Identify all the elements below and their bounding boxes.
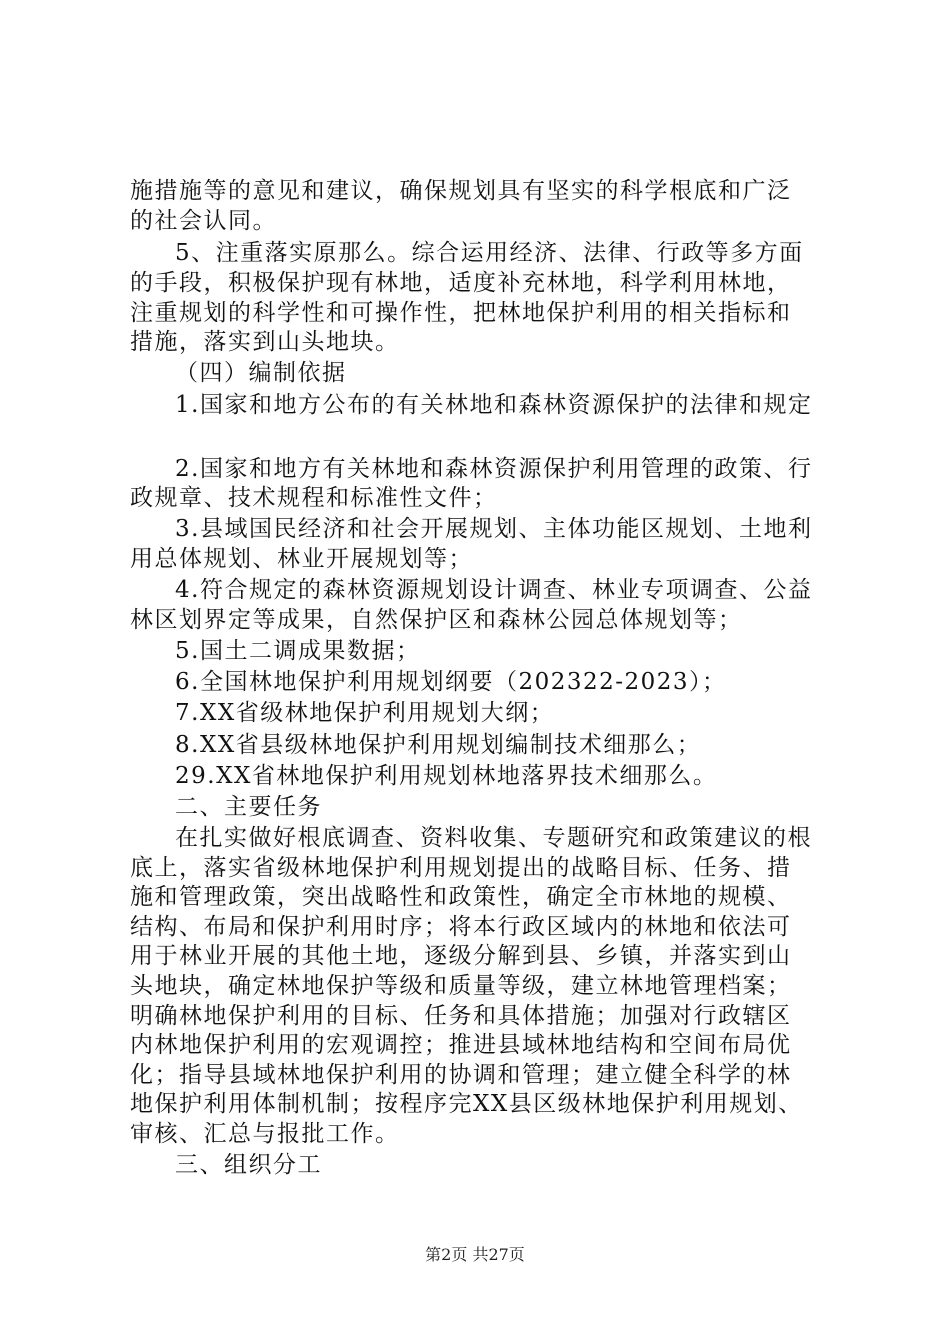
text-line: 审核、汇总与报批工作。 — [130, 1121, 400, 1147]
text-line: 4.符合规定的森林资源规划设计调查、林业专项调查、公益 — [175, 577, 813, 603]
text-line: 地保护利用体制机制；按程序完XX县区级林地保护利用规划、 — [130, 1091, 803, 1117]
text-line: 底上，落实省级林地保护利用规划提出的战略目标、任务、措 — [130, 855, 792, 881]
text-line: 施措施等的意见和建议，确保规划具有坚实的科学根底和广泛 — [130, 178, 792, 204]
text-line: 3.县域国民经济和社会开展规划、主体功能区规划、土地利 — [175, 516, 813, 542]
text-line: 29.XX省林地保护利用规划林地落界技术细那么。 — [175, 763, 718, 789]
text-line: 注重规划的科学性和可操作性，把林地保护利用的相关指标和 — [130, 300, 792, 326]
text-line: 在扎实做好根底调查、资料收集、专题研究和政策建议的根 — [175, 825, 812, 851]
section-heading: 三、组织分工 — [175, 1152, 322, 1178]
text-line: 结构、布局和保护利用时序；将本行政区域内的林地和依法可 — [130, 914, 792, 940]
text-line: 措施，落实到山头地块。 — [130, 329, 400, 355]
section-heading: （四）编制依据 — [175, 360, 347, 386]
text-line: 7.XX省级林地保护利用规划大纲； — [175, 700, 555, 726]
text-line: 用于林业开展的其他土地，逐级分解到县、乡镇，并落实到山 — [130, 943, 792, 969]
text-line: 用总体规划、林业开展规划等； — [130, 546, 473, 572]
text-line: 2.国家和地方有关林地和森林资源保护利用管理的政策、行 — [175, 456, 813, 482]
text-line: 头地块，确定林地保护等级和质量等级，建立林地管理档案； — [130, 973, 792, 999]
page-footer: 第2页 共27页 — [425, 1245, 525, 1264]
text-line: 内林地保护利用的宏观调控；推进县域林地结构和空间布局优 — [130, 1032, 792, 1058]
text-line: 的社会认同。 — [130, 208, 277, 234]
text-line: 8.XX省县级林地保护利用规划编制技术细那么； — [175, 732, 702, 758]
section-heading: 二、主要任务 — [175, 794, 322, 820]
text-line: 5.国土二调成果数据； — [175, 638, 421, 664]
text-line: 6.全国林地保护利用规划纲要（202322-2023）； — [175, 669, 727, 695]
text-line: 政规章、技术规程和标准性文件； — [130, 485, 498, 511]
text-line: 的手段，积极保护现有林地，适度补充林地，科学利用林地， — [130, 270, 792, 296]
text-line: 化；指导县域林地保护利用的协调和管理；建立健全科学的林 — [130, 1062, 792, 1088]
text-line: 5、注重落实原那么。综合运用经济、法律、行政等多方面 — [175, 240, 804, 266]
text-line: 林区划界定等成果，自然保护区和森林公园总体规划等； — [130, 607, 743, 633]
text-line: 施和管理政策，突出战略性和政策性，确定全市林地的规模、 — [130, 884, 792, 910]
text-line: 1.国家和地方公布的有关林地和森林资源保护的法律和规定 — [175, 392, 813, 418]
text-line: 明确林地保护利用的目标、任务和具体措施；加强对行政辖区 — [130, 1003, 792, 1029]
